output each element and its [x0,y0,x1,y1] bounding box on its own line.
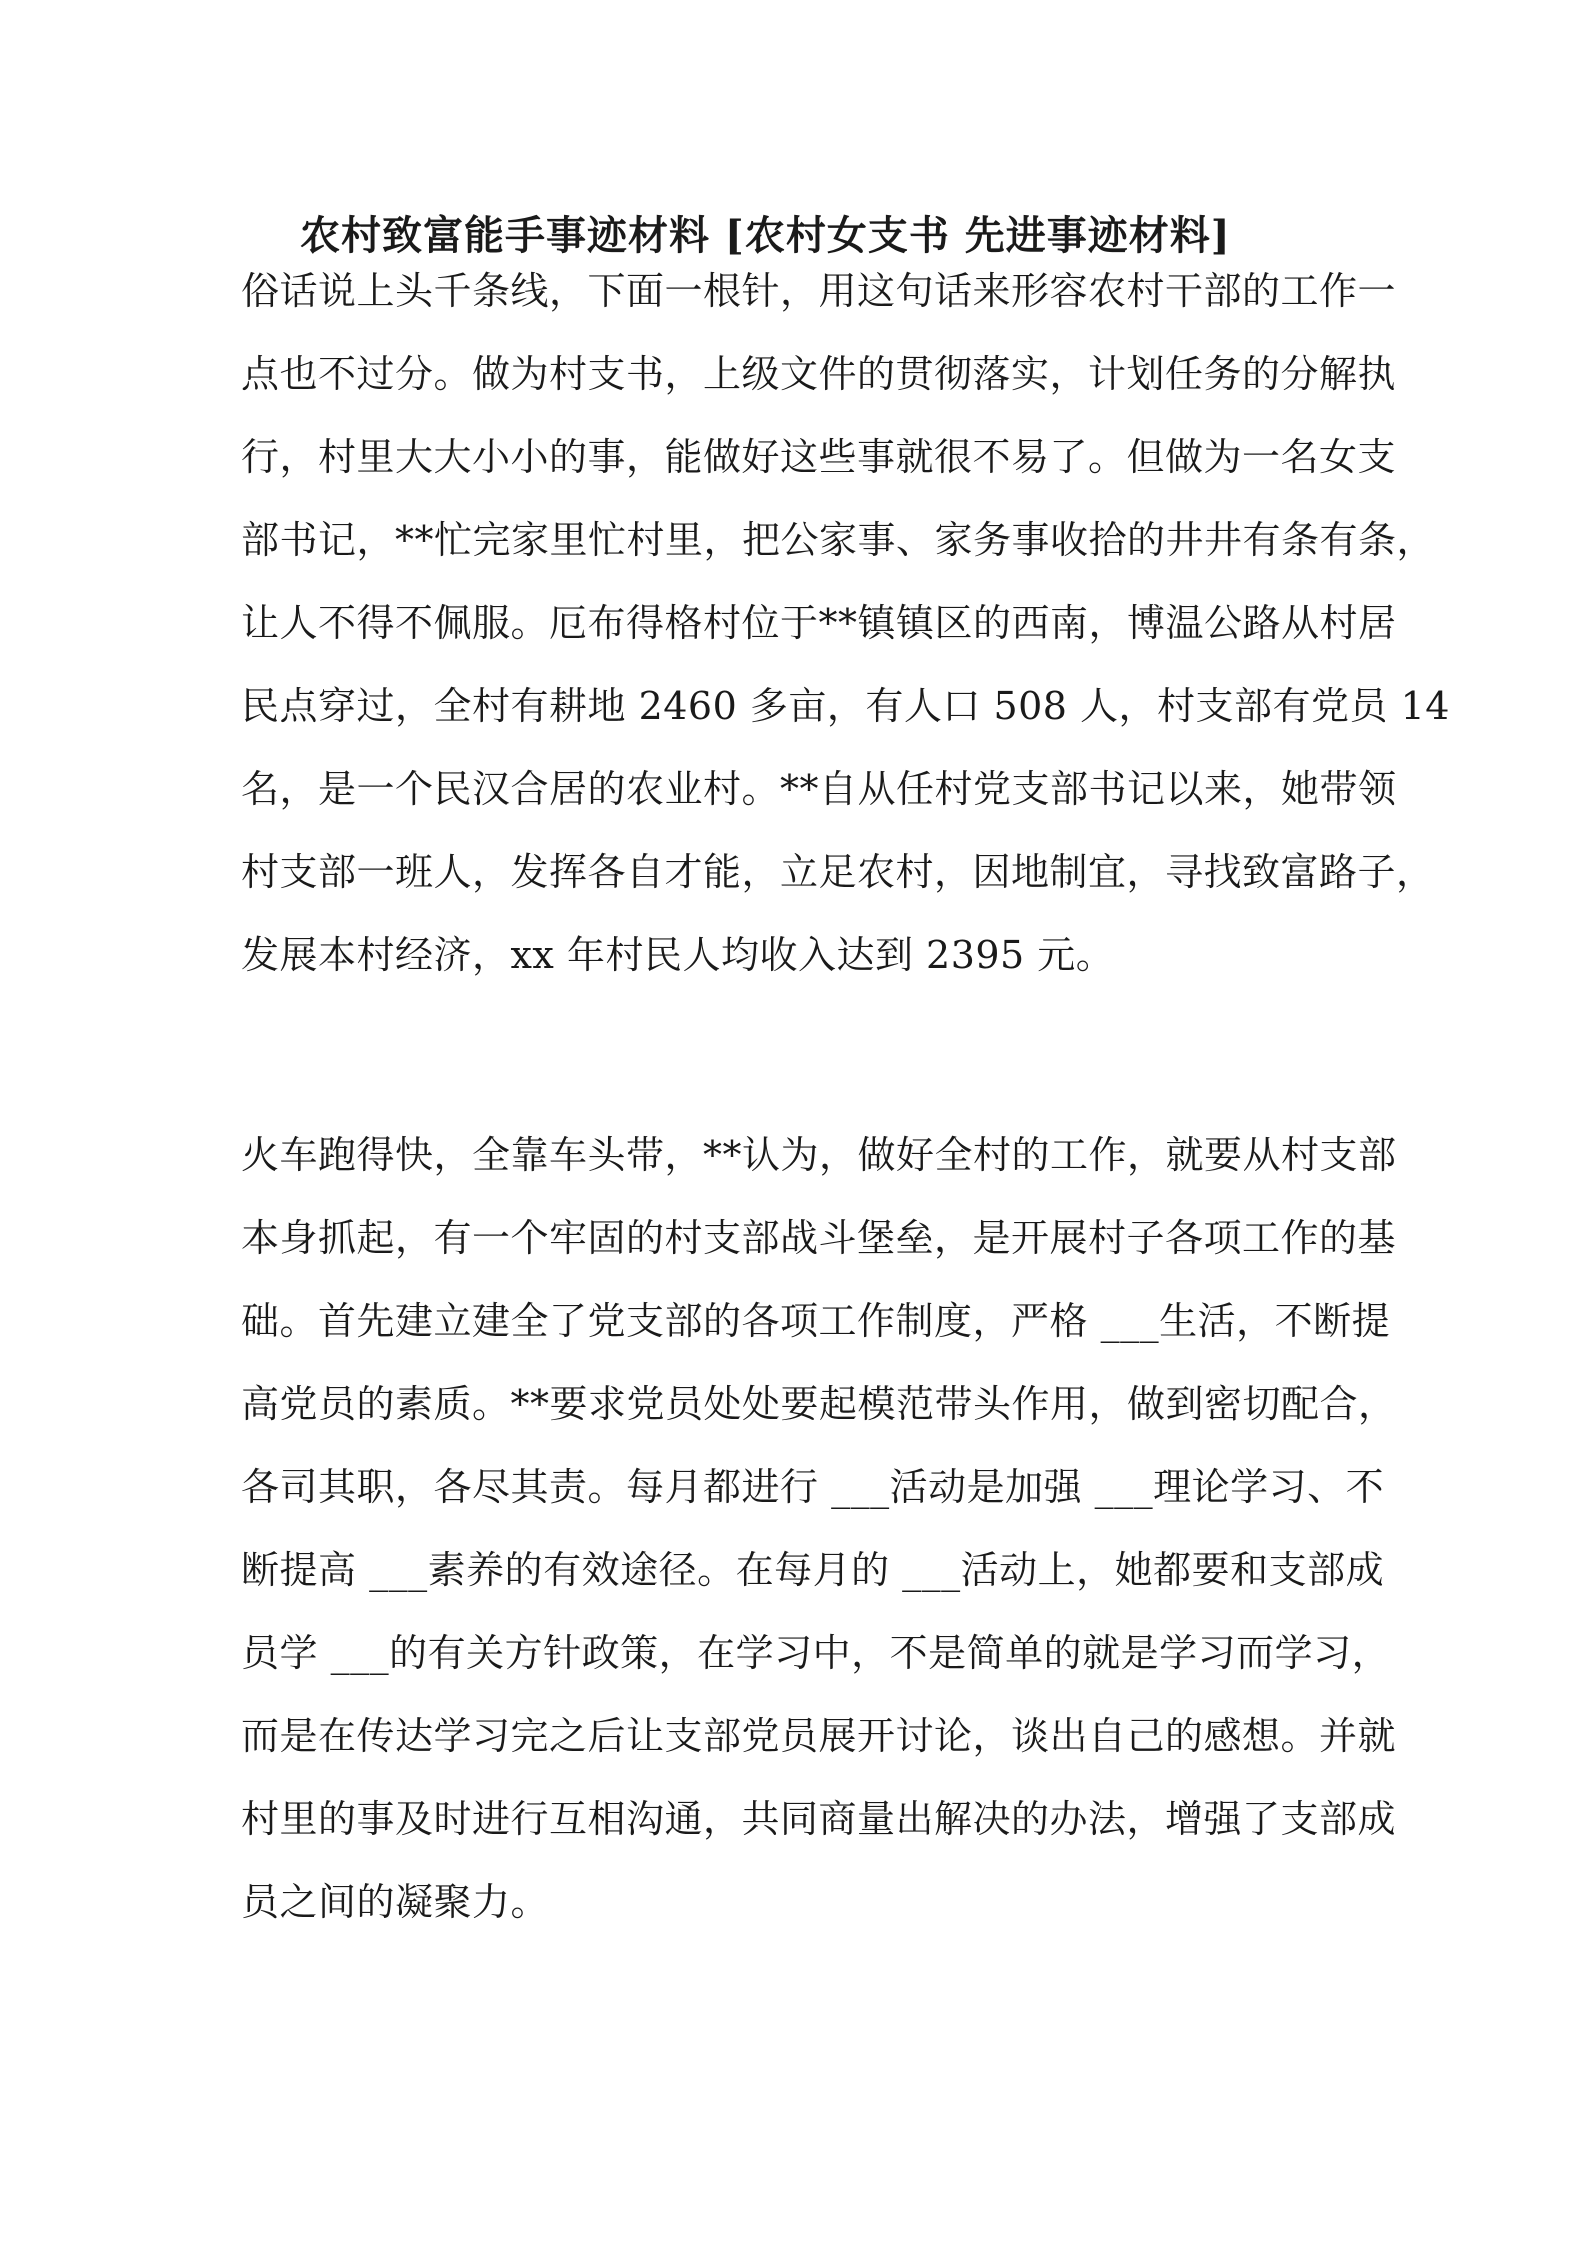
paragraph-1-line-2: 点也不过分。做为村支书，上级文件的贯彻落实，计划任务的分解执 [241,352,1397,396]
paragraph-1-line-9: 发展本村经济，xx 年村民人均收入达到 2395 元。 [241,933,1115,977]
paragraph-2-line-5: 各司其职，各尽其责。每月都进行 ___活动是加强 ___理论学习、不 [241,1465,1385,1509]
paragraph-2-line-3: 础。首先建立建全了党支部的各项工作制度，严格 ___生活，不断提 [241,1299,1391,1343]
paragraph-1-line-1: 俗话说上头千条线，下面一根针，用这句话来形容农村干部的工作一 [241,269,1397,313]
paragraph-1-line-4: 部书记，**忙完家里忙村里，把公家事、家务事收拾的井井有条有条， [241,518,1436,562]
paragraph-1-line-5: 让人不得不佩服。厄布得格村位于**镇镇区的西南，博温公路从村居 [241,601,1397,645]
paragraph-1-line-8: 村支部一班人，发挥各自才能，立足农村，因地制宜，寻找致富路子， [241,850,1435,894]
document-title: 农村致富能手事迹材料 [农村女支书 先进事迹材料] [300,212,1231,259]
paragraph-2-line-1: 火车跑得快，全靠车头带，**认为，做好全村的工作，就要从村支部 [241,1133,1397,1177]
paragraph-2-line-9: 村里的事及时进行互相沟通，共同商量出解决的办法，增强了支部成 [241,1797,1397,1841]
paragraph-2-line-8: 而是在传达学习完之后让支部党员展开讨论，谈出自己的感想。并就 [241,1714,1397,1758]
paragraph-1-line-3: 行，村里大大小小的事，能做好这些事就很不易了。但做为一名女支 [241,435,1397,479]
paragraph-2-line-7: 员学 ___的有关方针政策，在学习中，不是简单的就是学习而学习， [241,1631,1391,1675]
paragraph-2-line-10: 员之间的凝聚力。 [241,1880,550,1924]
paragraph-1-line-7: 名，是一个民汉合居的农业村。**自从任村党支部书记以来，她带领 [241,767,1397,811]
paragraph-2-line-4: 高党员的素质。**要求党员处处要起模范带头作用，做到密切配合， [241,1382,1397,1426]
paragraph-2-line-2: 本身抓起，有一个牢固的村支部战斗堡垒，是开展村子各项工作的基 [241,1216,1397,1260]
paragraph-2-line-6: 断提高 ___素养的有效途径。在每月的 ___活动上，她都要和支部成 [241,1548,1385,1592]
paragraph-1-line-6: 民点穿过，全村有耕地 2460 多亩，有人口 508 人，村支部有党员 14 [241,684,1450,728]
